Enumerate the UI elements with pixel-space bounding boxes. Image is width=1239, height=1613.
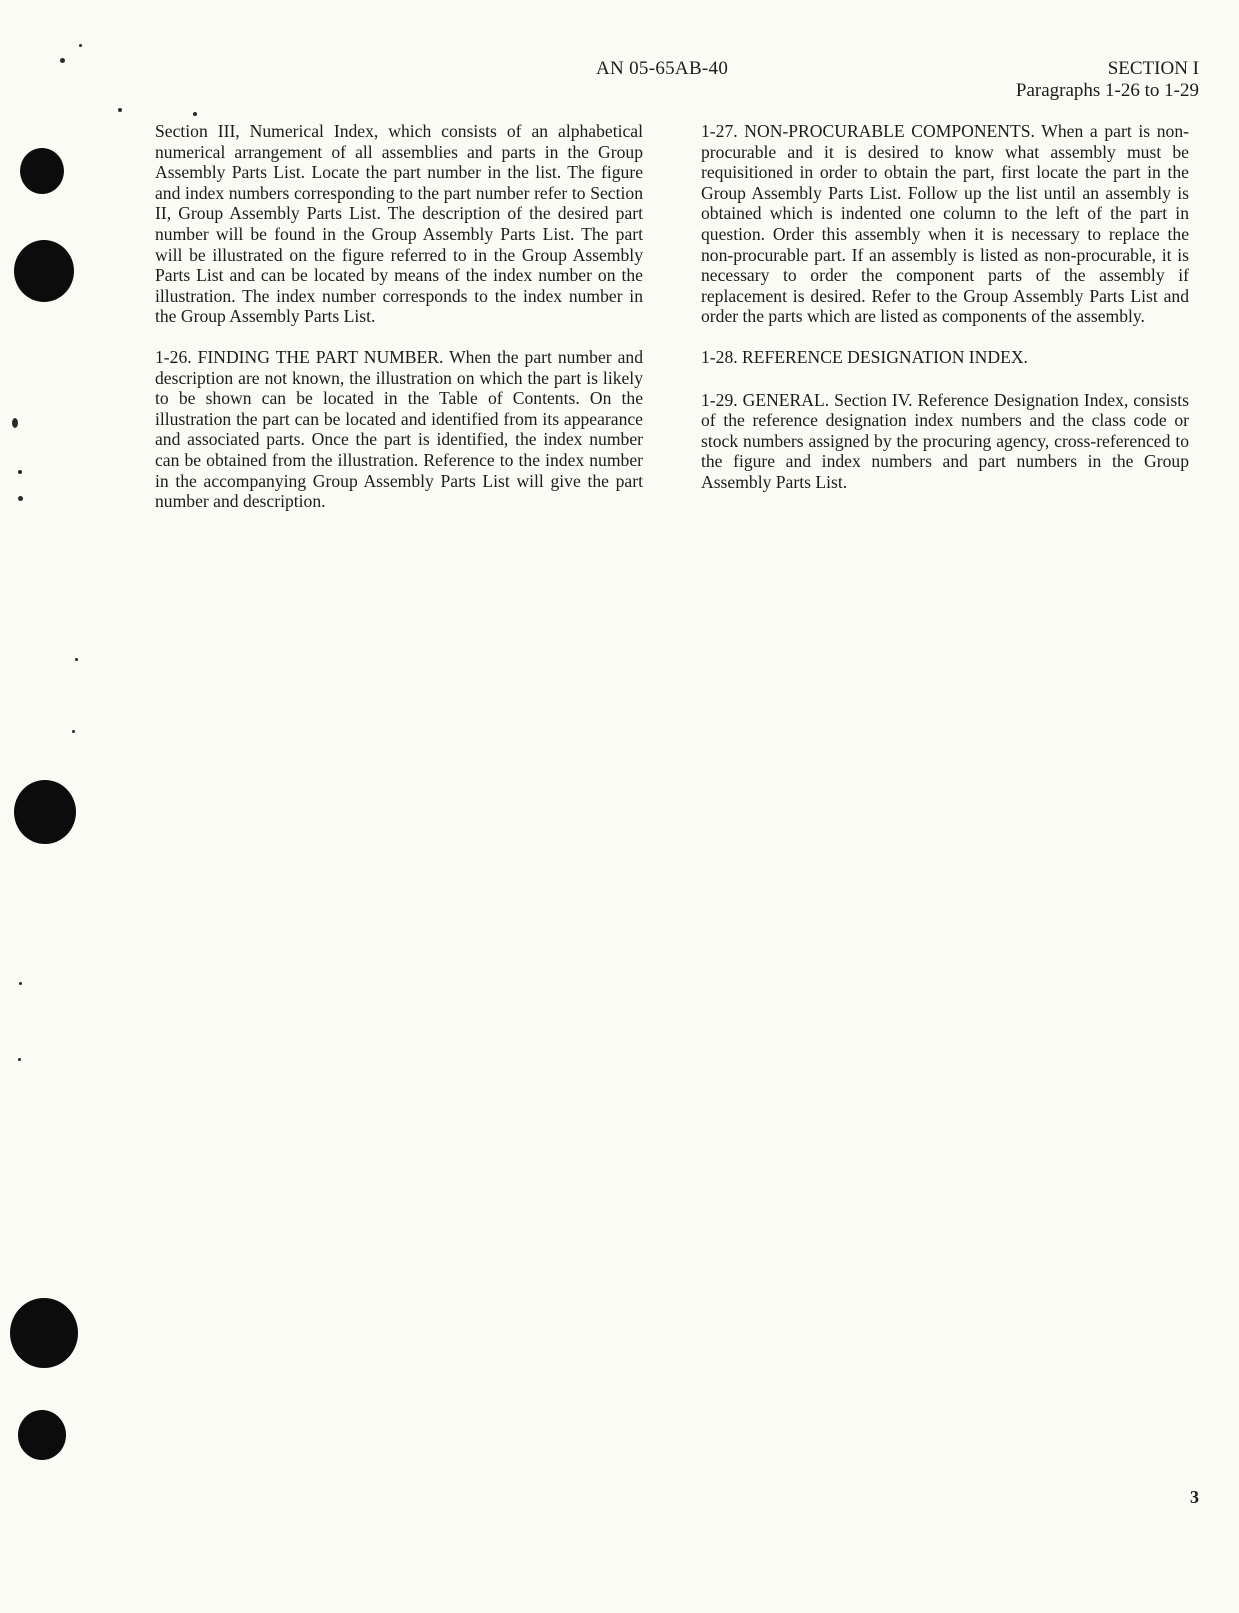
left-column [155, 121, 643, 532]
right-column [701, 121, 1189, 513]
document-number: AN 05-65AB-40 [596, 58, 729, 79]
non-procurable-paragraph: 1-27. NON-PROCURABLE COMPONENTS. When a part is non-procurable and it is desired to know what assembly must be requisitioned in order to obtain the part, first locate the part in the Group Assembly Parts List. Follow up the list until an assembly is obtained which is indented one column to the left of the part in question. Order this assembly when it is necessary to replace the non-procurable part. If an assembly is listed as non-procurable, it is necessary to order the component parts of the assembly if replacement is desired. Refer to the Group Assembly Parts List and order the parts which are listed as components of the assembly. [701, 121, 1189, 327]
numerical-index-paragraph: Section III, Numerical Index, which consists of an alphabetical numerical arrangement of all assemblies and parts in the Group Assembly Parts List. Locate the part number in the list. The figure and index numbers corresponding to the part number refer to Section II, Group Assembly Parts List. The description of the desired part number will be found in the Group Assembly Parts List. The part will be illustrated on the figure referred to in the Group Assembly Parts List and can be located by means of the index number on the illustration. The index number corresponds to the index number in the Group Assembly Parts List. [155, 121, 643, 327]
binder-hole-2 [14, 240, 74, 302]
binder-hole-3 [14, 780, 76, 844]
section-header [1016, 58, 1199, 102]
margin-speck [193, 112, 197, 116]
margin-speck [18, 496, 23, 501]
margin-speck [75, 658, 78, 661]
binder-hole-5 [18, 1410, 66, 1460]
margin-speck [72, 730, 75, 733]
reference-designation-heading: 1-28. REFERENCE DESIGNATION INDEX. [701, 346, 1028, 367]
section-title: SECTION I [1107, 58, 1199, 79]
margin-speck [19, 982, 22, 985]
margin-speck [60, 58, 65, 63]
page-number: 3 [1190, 1487, 1199, 1507]
paragraph-range: Paragraphs 1-26 to 1-29 [1015, 80, 1199, 101]
binder-hole-1 [20, 148, 64, 194]
margin-speck [118, 108, 122, 112]
binder-hole-4 [10, 1298, 78, 1368]
finding-part-number-paragraph: 1-26. FINDING THE PART NUMBER. When the part number and description are not known, the illustration on which the part is likely to be shown can be located in the Table of Contents. On the illustration the part can be located and identified from its appearance and associated parts. Once the part is identified, the index number can be obtained from the illustration. Reference to the index number in the accompanying Group Assembly Parts List will give the part number and description. [155, 346, 643, 512]
margin-speck [12, 418, 18, 428]
general-paragraph: 1-29. GENERAL. Section IV. Reference Designation Index, consists of the reference designation index numbers and the class code or stock numbers assigned by the procuring agency, cross-referenced to the figure and index numbers and part numbers in the Group Assembly Parts List. [701, 389, 1189, 492]
margin-speck [18, 470, 22, 474]
margin-speck [79, 44, 82, 47]
margin-speck [18, 1058, 21, 1061]
